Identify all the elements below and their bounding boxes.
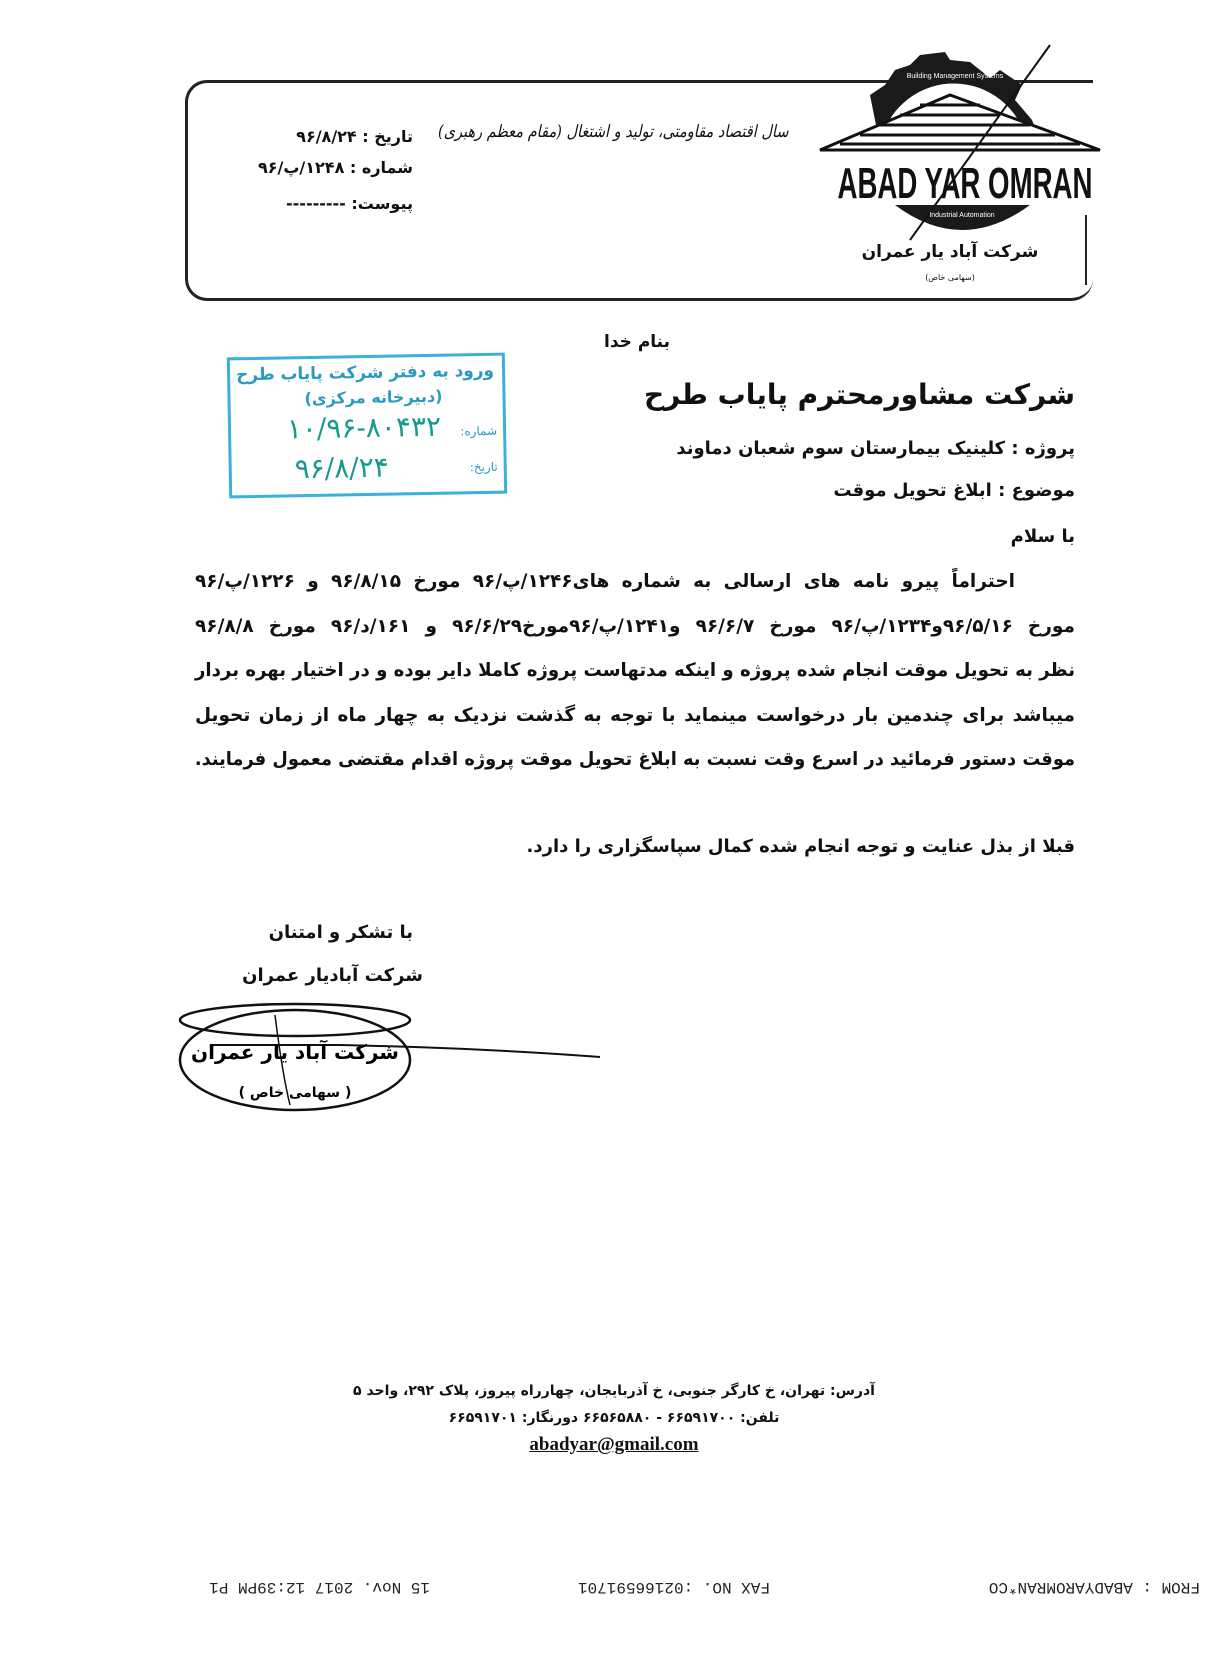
attachment-label: پیوست: [351, 194, 413, 213]
closing-line: قبلا از بذل عنایت و توجه انجام شده کمال سپاسگزاری را دارد. [526, 836, 1075, 857]
body-line: موقت دستور فرمائید در اسرع وقت نسبت به ابلاغ تحویل موقت پروژه اقدام مقتضی معمول فرمایند. [194, 749, 1075, 770]
logo-roof [820, 95, 1100, 150]
body-line: احتراماً پیرو نامه های ارسالی به شماره های۱۲۴۶/پ/۹۶ مورخ ۹۶/۸/۱۵ و ۱۲۲۶/پ/۹۶ [195, 571, 1015, 592]
stamp-date-label: تاریخ: [469, 459, 498, 475]
signatory: شرکت آبادیار عمران [242, 965, 423, 986]
recipient: شرکت مشاورمحترم پایاب طرح [643, 378, 1075, 411]
company-logo [800, 40, 1110, 290]
number-label: شماره : [349, 158, 413, 177]
logo-name-fa: شرکت آباد یار عمران [861, 242, 1039, 262]
stamp-number-value: ۱۰/۹۶-۸۰۴۳۲ [286, 409, 442, 446]
date-field [296, 127, 413, 146]
letter-body [195, 560, 1075, 783]
fax-datetime: 15 Nov. 2017 12:39PM P1 [209, 1578, 430, 1596]
logo-arc-bottom: Industrial Automation [929, 212, 995, 219]
received-stamp [227, 353, 507, 499]
body-line: میباشد برای چندمین بار درخواست مینماید با توجه به گذشت نزدیک به چهار ماه از زمان تحویل [195, 704, 1075, 726]
seal-type: ( سهامی خاص ) [238, 1085, 352, 1101]
stamp-number-label: شماره: [460, 423, 498, 439]
logo-type-fa: (سهامی خاص) [925, 273, 975, 282]
project-line: پروژه : کلینیک بیمارستان سوم شعبان دماوند [676, 438, 1075, 459]
stamp-line2: (دبیرخانه مرکزی) [304, 386, 443, 409]
seal-name: شرکت آباد یار عمران [191, 1040, 399, 1064]
date-label: تاریخ : [362, 127, 413, 146]
stamp-line1: ورود به دفتر شرکت پایاب طرح [235, 360, 495, 386]
year-slogan: سال اقتصاد مقاومتی، تولید و اشتغال (مقام معظم رهبری) [437, 122, 788, 142]
thanks-line: با تشکر و امتنان [268, 922, 413, 943]
logo-name-en: ABAD YAR OMRAN [837, 159, 1093, 208]
footer-address: آدرس: تهران، خ کارگر جنوبی، خ آذربایجان، چهارراه پیروز، پلاک ۲۹۲، واحد ۵ [353, 1383, 875, 1399]
number-value: ۱۲۴۸/پ/۹۶ [257, 158, 345, 177]
footer-phone: تلفن: ۶۶۵۹۱۷۰۰ - ۶۶۵۶۵۸۸۰ دورنگار: ۶۶۵۹۱۷۰۱ [448, 1410, 780, 1426]
body-line: نظر به تحویل موقت انجام شده پروژه و اینکه مدتهاست پروژه کاملا دایر بوده و در اختیار بهره بردار [194, 660, 1075, 681]
subject-line: موضوع : ابلاغ تحویل موقت [833, 480, 1075, 501]
attachment-value: --------- [286, 194, 346, 213]
footer-email-wrap [0, 1434, 1228, 1456]
body-line: مورخ ۹۶/۵/۱۶و۱۲۳۴/پ/۹۶ مورخ ۹۶/۶/۷ و۱۲۴۱/پ/۹۶مورخ۹۶/۶/۲۹ و ۱۶۱/د/۹۶ مورخ ۹۶/۸/۸ [195, 615, 1075, 637]
logo-graphic [800, 40, 1110, 290]
footer-email[interactable]: abadyar@gmail.com [529, 1434, 699, 1455]
fax-from: FROM : ABADYAROMRAN*CO [988, 1578, 1200, 1596]
attachment-field [286, 194, 413, 213]
greeting: با سلام [1010, 526, 1075, 547]
fax-header [80, 1570, 1210, 1600]
stamp-date-value: ۹۶/۸/۲۴ [294, 450, 390, 486]
logo-arc-top: Building Management Systems [906, 73, 1004, 80]
date-value: ۹۶/۸/۲۴ [296, 127, 357, 146]
fax-number: FAX NO. :02166591701 [577, 1578, 770, 1596]
invocation: بنام خدا [604, 332, 670, 352]
company-seal [180, 995, 630, 1120]
number-field [258, 158, 413, 177]
